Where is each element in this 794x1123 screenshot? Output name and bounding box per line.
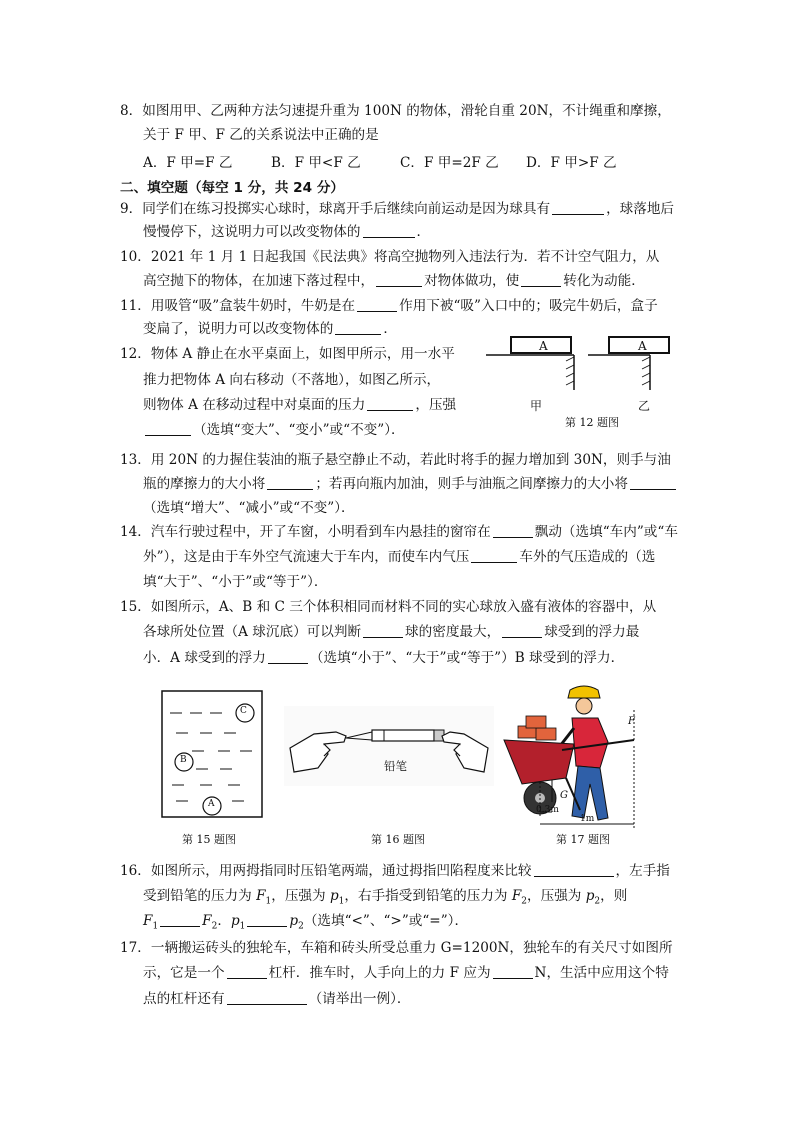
q17-line3: 点的杠杆还有 （请举出一例）． [143, 991, 411, 1007]
q12-line4: （选填“变大”、“变小”或“不变”）． [143, 422, 405, 438]
wheelbarrow-icon [504, 716, 634, 814]
answer-blank[interactable] [267, 476, 313, 490]
q8-line1: 8．如图用甲、乙两种方法匀速提升重为 100N 的物体，滑轮自重 20N，不计绳重和摩擦， [120, 103, 671, 119]
answer-blank[interactable] [534, 863, 614, 877]
figure-12-block-b: A [638, 339, 647, 353]
q8-line2: 关于 F 甲、F 乙的关系说法中正确的是 [143, 127, 379, 143]
q16-line3: $F_1$ $F_2$．$p_1$ $p_2$（选填“<”、“>”或“=”）． [143, 913, 469, 932]
q14-line3: 填“大于”、“小于”或“等于”）． [143, 574, 328, 590]
q13-line1: 13．用 20N 的力握住装油的瓶子悬空静止不动，若此时将手的握力增加到 30N，则手与油 [120, 452, 671, 468]
ball-b-label: B [180, 755, 187, 765]
answer-blank[interactable] [268, 650, 308, 664]
q15-line3: 小．A 球受到的浮力 （选填“小于”、“大于”或“等于”）B 球受到的浮力． [143, 650, 625, 666]
q17-line1: 17．一辆搬运砖头的独轮车，车箱和砖头所受总重力 G=1200N，独轮车的有关尺寸如图所 [120, 940, 673, 956]
q8-option-b: B．F 甲<F 乙 [271, 155, 361, 171]
answer-blank[interactable] [552, 201, 604, 215]
q14-line1: 14．汽车行驶过程中，开了车窗，小明看到车内悬挂的窗帘在 飘动（选填“车内”或“车 [120, 524, 678, 540]
figure-12-yi [588, 337, 669, 390]
q14-line2: 外”），这是由于车外空气流速大于车内，而使车内气压 车外的气压造成的（选 [143, 549, 656, 565]
answer-blank[interactable] [376, 273, 422, 287]
answer-blank[interactable] [363, 224, 415, 238]
figure-12-label-jia: 甲 [530, 399, 543, 413]
q15-line1: 15．如图所示，A、B 和 C 三个体积相同而材料不同的实心球放入盛有液体的容器中，从 [120, 599, 657, 615]
answer-blank[interactable] [227, 965, 267, 979]
answer-blank[interactable] [335, 321, 381, 335]
dimension-short: 0.3m [536, 805, 559, 815]
answer-blank[interactable] [227, 991, 307, 1005]
q9-line1: 9．同学们在练习投掷实心球时，球离开手后继续向前运动是因为球具有 ，球落地后 [120, 201, 675, 217]
q10-line1: 10．2021 年 1 月 1 日起我国《民法典》将高空抛物列入违法行为．若不计空气阻力，从 [120, 249, 660, 265]
q12-line3: 则物体 A 在移动过程中对桌面的压力 ，压强 [143, 397, 457, 413]
figure-12-block-a: A [539, 339, 548, 353]
figure-17-wheelbarrow [500, 684, 650, 830]
q16-line2: 受到铅笔的压力为 $F_1$，压强为 $p_1$，右手指受到铅笔的压力为 $F_2$，压强为 $p_2$，则 [143, 888, 628, 907]
figure-16-pencil [284, 706, 494, 786]
force-label-f: F [628, 716, 635, 727]
q13-line3: （选填“增大”、“减小”或“不变”）． [143, 500, 355, 516]
q11-line2: 变扁了，说明力可以改变物体的 ． [143, 321, 397, 337]
ball-c-label: C [240, 706, 247, 716]
dimension-long: 1m [580, 814, 595, 824]
q10-line2: 高空抛下的物体，在加速下落过程中， 对物体做功，使 转化为动能． [143, 273, 645, 289]
q12-line1: 12．物体 A 静止在水平桌面上，如图甲所示，用一水平 [120, 346, 455, 362]
figure-16-caption: 第 16 题图 [371, 833, 425, 846]
answer-blank[interactable] [493, 965, 533, 979]
figure-15-caption: 第 15 题图 [182, 833, 236, 846]
answer-blank[interactable] [521, 273, 561, 287]
figure-17-caption: 第 17 题图 [556, 833, 610, 846]
q8-option-d: D．F 甲>F 乙 [526, 155, 617, 171]
answer-blank[interactable] [471, 549, 517, 563]
q8-option-c: C．F 甲=2F 乙 [400, 155, 499, 171]
figure-12-jia [486, 337, 574, 390]
q8-option-a: A．F 甲=F 乙 [143, 155, 233, 171]
answer-blank[interactable] [630, 476, 676, 490]
answer-blank[interactable] [247, 913, 287, 927]
q9-line2: 慢慢停下，这说明力可以改变物体的 ． [143, 224, 431, 240]
answer-blank[interactable] [502, 624, 542, 638]
answer-blank[interactable] [357, 298, 397, 312]
q13-line2: 瓶的摩擦力的大小将 ；若再向瓶内加油，则手与油瓶之间摩擦力的大小将 [143, 476, 678, 492]
figure-12-caption: 第 12 题图 [565, 416, 619, 429]
figure-12-label-yi: 乙 [638, 399, 651, 413]
q12-line2: 推力把物体 A 向右移动（不落地），如图乙所示， [143, 372, 441, 388]
answer-blank[interactable] [160, 913, 200, 927]
q16-line1: 16．如图所示，用两拇指同时压铅笔两端，通过拇指凹陷程度来比较 ，左手指 [120, 863, 670, 879]
section-title-fill-blank: 二、填空题（每空 1 分，共 24 分） [120, 180, 345, 196]
q11-line1: 11．用吸管“吸”盒装牛奶时，牛奶是在 作用下被“吸”入口中的；吸完牛奶后，盒子 [120, 298, 658, 314]
q17-line2: 示，它是一个 杠杆．推车时，人手向上的力 F 应为 N，生活中应用这个特 [143, 965, 669, 981]
q15-line2: 各球所处位置（A 球沉底）可以判断 球的密度最大， 球受到的浮力最 [143, 624, 640, 640]
answer-blank[interactable] [145, 422, 191, 436]
answer-blank[interactable] [363, 624, 403, 638]
answer-blank[interactable] [493, 524, 533, 538]
gravity-label-g: G [560, 790, 568, 801]
answer-blank[interactable] [367, 397, 413, 411]
ball-a-label: A [208, 799, 215, 809]
pencil-label: 铅笔 [384, 759, 407, 773]
